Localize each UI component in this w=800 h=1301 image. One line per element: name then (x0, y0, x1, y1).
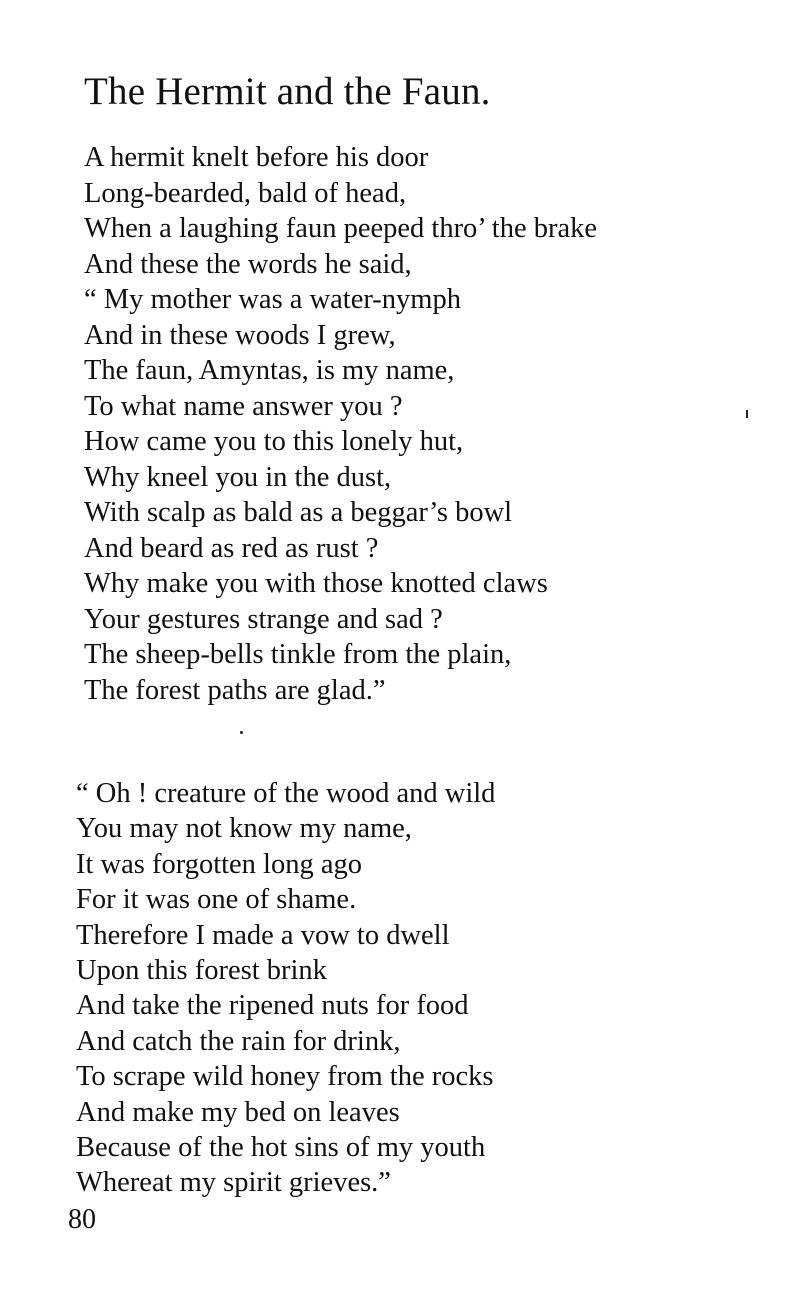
scan-speck (746, 410, 748, 418)
poem-line: And these the words he said, (84, 248, 412, 280)
poem-line: Your gestures strange and sad ? (84, 603, 443, 635)
poem-line: “ My mother was a water-nymph (84, 284, 461, 315)
poem-line: And make my bed on leaves (76, 1096, 400, 1128)
poem-line: It was forgotten long ago (76, 848, 363, 880)
poem-line: Upon this forest brink (76, 954, 327, 986)
poem-line: To what name answer you ? (84, 390, 403, 422)
poem-line: The faun, Amyntas, is my name, (84, 355, 455, 386)
page-number: 80 (68, 1204, 96, 1235)
poem-line: And in these woods I grew, (84, 319, 396, 351)
poem-line: The forest paths are glad.” (84, 674, 386, 706)
poem-line: Therefore I made a vow to dwell (76, 919, 450, 951)
poem-line: Long-bearded, bald of head, (84, 177, 407, 209)
poem-line: To scrape wild honey from the rocks (76, 1061, 494, 1093)
poem-line: You may not know my name, (76, 813, 412, 845)
poem-line: And take the ripened nuts for food (76, 990, 469, 1022)
scan-speck (240, 731, 243, 734)
stanza-2 (76, 776, 495, 1201)
poem-line: And catch the rain for drink, (76, 1025, 401, 1057)
poem-title: The Hermit and the Faun. (84, 70, 491, 113)
poem-line: For it was one of shame. (76, 884, 357, 916)
poem-line: A hermit knelt before his door (84, 142, 429, 173)
poem-line: Why kneel you in the dust, (84, 461, 392, 493)
poem-line: How came you to this lonely hut, (84, 426, 464, 457)
poem-line: With scalp as bald as a beggar’s bowl (84, 497, 513, 528)
poem-line: When a laughing faun peeped thro’ the brake (84, 213, 598, 244)
poem-line: The sheep-bells tinkle from the plain, (84, 639, 512, 670)
poem-line: “ Oh ! creature of the wood and wild (76, 778, 496, 809)
stanza-1 (84, 140, 597, 708)
poem-line: Why make you with those knotted claws (84, 568, 548, 599)
poem-line: Because of the hot sins of my youth (76, 1131, 486, 1163)
poem-line: Whereat my spirit grieves.” (76, 1167, 391, 1199)
poem-line: And beard as red as rust ? (84, 532, 379, 564)
